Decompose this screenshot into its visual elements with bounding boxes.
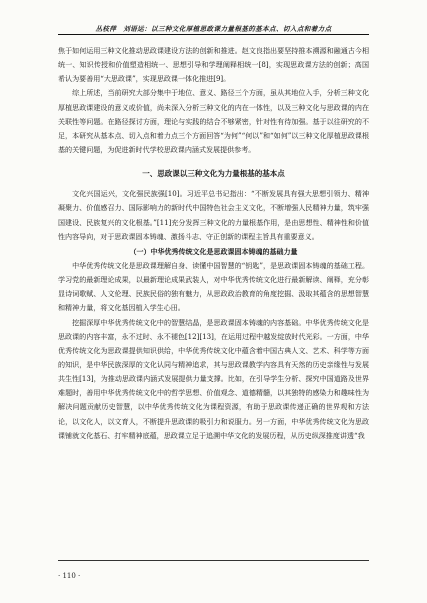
- footer-rule: [58, 560, 369, 561]
- intro-paragraph-2: 综上所述，当前研究大部分集中于地位、意义、路径三个方面，虽从其地位入手，分析三种文化厚植思政课建设的意义或价值，尚未深入分析三种文化的内在一体性，以及三种文化与思政课的内在关联性等问题。在路径探讨方面，理论与实践的结合不够紧密，针对性有待加强。基于以往研究的不足，本研究从基本点、切入点和着力点三个方面回答“为何”“何以”和“如何”以三种文化厚植思政课根基的关键问题，为促进新时代学校思政课内涵式发展提供参考。: [58, 88, 369, 155]
- intro-paragraph-1: 焦于如何运用三种文化推动思政课建设方法的创新和推进。赵文良指出要坚持推本溯源和融通古今相统一、知识传授和价值塑造相统一、思想引导和学理阐释相统一[8]，实现思政课方法的创新；高国希认为要善用“大思政课”，实现思政课一体化推进[9]。: [58, 46, 369, 84]
- page-number: · 110 ·: [58, 572, 81, 580]
- section-paragraph-1: 文化兴国运兴，文化强民族强[10]。习近平总书记指出：“不断发展具有强大思想引领力、精神凝聚力、价值感召力、国际影响力的新时代中国特色社会主义文化，不断增强人民精神力量，筑牢强国建设、民族复兴的文化根基。”[11]充分发挥三种文化的力量根基作用，是由思想性、精神性和价值性内容导向，对于思政课固本铸魂、激扬斗志、守正创新的课程主旨具有重要意义。: [58, 189, 369, 241]
- subsection-paragraph-1: 中华优秀传统文化是思政课理解自身、读懂中国智慧的“钥匙”，是思政课固本铸魂的基础工程。学习党的最新理论成果，以最新理论成果武装人，对中华优秀传统文化进行最新解读、阐释，充分彰显诗词歌赋、人文伦理、民族民俗的独有魅力，从思政政治教育的角度挖掘、汲取其蕴含的思想智慧和精神力量，将文化基因植入学生心田。: [58, 260, 369, 313]
- subsection-heading: （一）中华优秀传统文化是思政课固本铸魂的基础力量: [129, 247, 298, 256]
- running-head: 丛枝萍 刘语运：以三种文化厚植思政课力量根基的基本点、切入点和着力点: [95, 25, 332, 33]
- body-text: [58, 44, 369, 443]
- subsection-paragraph-2: 挖掘深厚中华优秀传统文化中的智慧结晶，是思政课固本铸魂的内容基础。中华优秀传统文化是思政课的内容丰富，永不过时、永不褪色[12][13]，在运用过程中越发绽放时代光彩。一方面，中华优秀传统文化为思政课提供知识供给，中华优秀传统文化中蕴含着中国古典人文、艺术、科学等方面的知识，是中华民族深厚的文化认同与精神追求，其与思政课教学内容具有天然的历史亲缘性与发展共生性[13]，为推动思政课内涵式发展提供力量支撑。比如，在引导学生分析、探究中国道路及世界难题时，善用中华优秀传统文化中的哲学思想、价值观念、道德精髓，以其独特的感染力和趣味性为解决问题贡献历史智慧，以中华优秀传统文化为课程资源，有助于思政课传递正确的世界观和方法论，以文化人，以文育人，不断提升思政课的吸引力和说服力。另一方面，中华优秀传统文化为思政课铺就文化基石、打牢精神底蕴，思政课立足于追溯中华文化的发展历程，从历史纵深推度讲透“我: [58, 317, 369, 440]
- section-heading: 一、思政课以三种文化为力量根基的基本点: [142, 169, 285, 179]
- header-rule: [58, 34, 369, 35]
